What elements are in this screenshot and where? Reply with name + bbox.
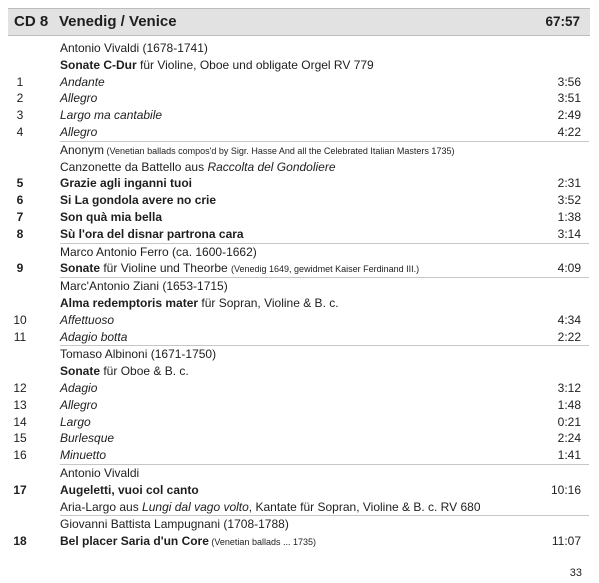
track-duration: 0:21 xyxy=(557,414,581,429)
track-duration: 2:22 xyxy=(557,329,581,344)
track-title: Sù l'ora del disnar partrona cara xyxy=(60,226,244,241)
track-title: Burlesque xyxy=(60,431,115,446)
track-duration: 4:09 xyxy=(557,261,581,276)
track-row[interactable] xyxy=(0,209,599,226)
cd-title: Venedig / Venice xyxy=(59,13,177,30)
track-number: 11 xyxy=(13,329,27,344)
work-title: Sonate xyxy=(60,364,101,379)
composer-line: Antonio Vivaldi xyxy=(60,465,140,480)
track-duration: 1:38 xyxy=(557,209,581,224)
work-title: Sonate C-Dur xyxy=(60,57,137,72)
track-row[interactable] xyxy=(0,124,599,141)
track-duration: 3:52 xyxy=(557,193,581,208)
track-row[interactable] xyxy=(0,447,599,464)
composer-line: Tomaso Albinoni (1671-1750) xyxy=(60,347,217,362)
track-number: 16 xyxy=(13,448,27,463)
track-row[interactable] xyxy=(0,226,599,243)
track-title: Andante xyxy=(60,74,105,89)
track-duration: 3:56 xyxy=(557,74,581,89)
work-line xyxy=(0,363,599,380)
track-title: Bel placer Saria d'un Core xyxy=(60,534,209,549)
work-line: Canzonette da Battello aus Raccolta del Gondoliere xyxy=(60,159,336,174)
track-row[interactable] xyxy=(0,329,599,346)
track-number: 9 xyxy=(16,261,24,276)
track-duration: 4:34 xyxy=(557,312,581,327)
track-title: Minuetto xyxy=(60,448,107,463)
track-number: 15 xyxy=(13,431,27,446)
composer-line: Marco Antonio Ferro (ca. 1600-1662) xyxy=(60,244,257,259)
tracklist xyxy=(0,40,599,550)
track-row[interactable] xyxy=(0,380,599,397)
track-row[interactable] xyxy=(0,312,599,329)
page-number: 33 xyxy=(569,567,582,579)
track-number: 2 xyxy=(16,91,24,106)
work-line xyxy=(0,57,599,74)
cd-total-time: 67:57 xyxy=(545,14,580,29)
work-note: (Venedig 1649, gewidmet Kaiser Ferdinand III.) xyxy=(231,264,420,275)
track-title: Affettuoso xyxy=(60,312,115,327)
composer-line: Antonio Vivaldi (1678-1741) xyxy=(60,41,208,55)
track-title: Augeletti, vuoi col canto xyxy=(60,482,199,497)
track-duration: 1:48 xyxy=(557,397,581,412)
track-title: Grazie agli inganni tuoi xyxy=(60,176,193,191)
work-scoring: für Violine, Oboe und obligate Orgel RV 779 xyxy=(136,57,374,72)
track-row[interactable] xyxy=(0,414,599,431)
track-title: Si La gondola avere no crie xyxy=(60,193,217,208)
track-number: 3 xyxy=(16,108,24,123)
composer-note: (Venetian ballads compos'd by Sigr. Hasse And all the Celebrated Italian Masters 1735) xyxy=(104,145,455,156)
work-scoring: für Violine und Theorbe xyxy=(100,261,231,276)
collection-title: Raccolta del Gondoliere xyxy=(207,159,336,174)
work-note: (Venetian ballads ... 1735) xyxy=(208,537,316,548)
track-row[interactable] xyxy=(0,192,599,209)
track-title: Allegro xyxy=(60,124,98,139)
track-title: Allegro xyxy=(60,91,98,106)
track-number: 6 xyxy=(16,193,24,208)
track-duration: 10:16 xyxy=(550,482,581,497)
track-row[interactable] xyxy=(0,533,599,550)
track-title: Largo xyxy=(60,414,91,429)
track-duration: 3:14 xyxy=(557,226,581,241)
composer-line xyxy=(0,142,599,159)
work-scoring: für Oboe & B. c. xyxy=(100,364,189,379)
track-title: Son quà mia bella xyxy=(60,209,163,224)
track-number: 13 xyxy=(13,397,27,412)
track-number: 5 xyxy=(16,176,24,191)
track-number: 14 xyxy=(13,414,27,429)
track-duration: 3:51 xyxy=(557,91,581,106)
track-number: 8 xyxy=(16,226,24,241)
work-line xyxy=(0,295,599,312)
track-title: Adagio xyxy=(60,380,98,395)
track-duration: 3:12 xyxy=(557,380,581,395)
composer-line: Giovanni Battista Lampugnani (1708-1788) xyxy=(60,517,289,532)
track-duration: 11:07 xyxy=(551,534,581,549)
composer-name: Anonym xyxy=(60,142,105,157)
track-duration: 4:22 xyxy=(557,124,581,139)
cd-header xyxy=(8,8,590,36)
track-duration: 2:24 xyxy=(557,431,581,446)
track-number: 1 xyxy=(16,74,24,89)
cd-number: CD 8 xyxy=(14,13,49,30)
track-title: Sonate xyxy=(60,261,101,276)
track-number: 12 xyxy=(13,380,27,395)
track-title: Allegro xyxy=(60,397,98,412)
track-title: Largo ma cantabile xyxy=(60,108,163,123)
track-row[interactable] xyxy=(0,260,599,277)
track-number: 17 xyxy=(13,482,27,497)
track-number: 7 xyxy=(16,209,24,224)
track-row[interactable] xyxy=(0,397,599,414)
track-row[interactable] xyxy=(0,430,599,447)
track-duration: 2:31 xyxy=(557,176,581,191)
track-duration: 2:49 xyxy=(557,108,581,123)
track-row[interactable] xyxy=(0,74,599,91)
track-duration: 1:41 xyxy=(557,448,581,463)
track-number: 18 xyxy=(13,534,27,549)
track-number: 10 xyxy=(13,312,27,327)
track-row[interactable] xyxy=(0,482,599,499)
work-scoring: für Sopran, Violine & B. c. xyxy=(198,295,339,310)
track-title: Adagio botta xyxy=(60,329,128,344)
work-title: Alma redemptoris mater xyxy=(60,295,199,310)
track-number: 4 xyxy=(16,124,24,139)
track-row[interactable] xyxy=(0,175,599,192)
composer-line: Marc'Antonio Ziani (1653-1715) xyxy=(60,279,228,294)
cantata-title: Lungi dal vago volto xyxy=(142,499,249,514)
track-row[interactable] xyxy=(0,90,599,107)
work-line: Aria-Largo aus Lungi dal vago volto, Kantate für Sopran, Violine & B. c. RV 680 xyxy=(60,499,481,514)
track-row[interactable] xyxy=(0,107,599,124)
